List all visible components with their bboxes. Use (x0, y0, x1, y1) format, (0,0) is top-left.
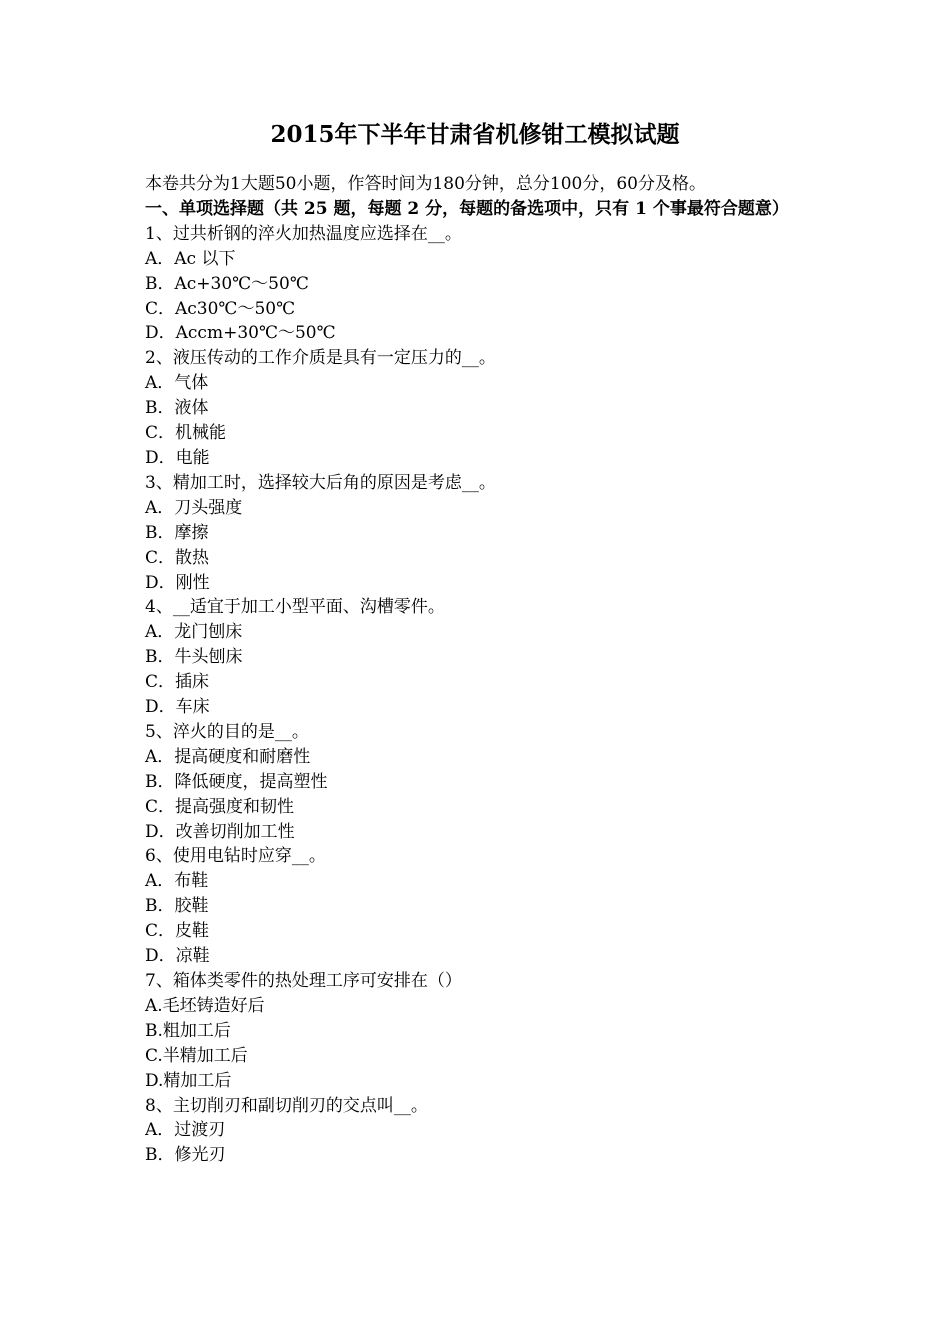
question-6 (145, 844, 810, 969)
document-body (145, 172, 810, 1168)
option-d: D．电能 (145, 447, 210, 468)
option-b: B．胶鞋 (145, 896, 209, 917)
option-b: B．牛头刨床 (145, 647, 243, 668)
option-c: C．插床 (145, 672, 210, 693)
option-c: C．机械能 (145, 423, 227, 444)
question-8 (145, 1094, 810, 1169)
option-c: C．Ac30℃～50℃ (145, 298, 296, 319)
option-a: A．刀头强度 (145, 497, 243, 518)
option-a: A．提高硬度和耐磨性 (145, 746, 311, 767)
option-b: B．摩擦 (145, 522, 209, 543)
question-3 (145, 471, 810, 596)
option-c: C．散热 (145, 547, 210, 568)
option-d: D．刚性 (145, 572, 210, 593)
question-stem: 7、箱体类零件的热处理工序可安排在（） (145, 971, 462, 991)
question-1 (145, 222, 810, 347)
option-c: C．提高强度和韧性 (145, 796, 295, 817)
option-b: B.粗加工后 (145, 1020, 231, 1041)
question-list (145, 222, 810, 1168)
option-a: A．气体 (145, 373, 209, 394)
question-stem: 8、主切削刃和副切削刃的交点叫__。 (145, 1095, 428, 1116)
option-b: B．液体 (145, 398, 209, 419)
option-d: D．Accm+30℃～50℃ (145, 323, 336, 344)
option-a: A．布鞋 (145, 871, 209, 892)
option-d: D．改善切削加工性 (145, 821, 295, 842)
option-d: D.精加工后 (145, 1070, 232, 1091)
option-d: D．车床 (145, 697, 210, 718)
option-b: B．修光刃 (145, 1145, 226, 1166)
option-c: C．皮鞋 (145, 921, 210, 942)
exam-intro: 本卷共分为1大题50小题，作答时间为180分钟，总分100分，60分及格。 (145, 174, 706, 194)
question-4 (145, 595, 810, 720)
option-d: D．凉鞋 (145, 946, 210, 967)
document-title: 2015年下半年甘肃省机修钳工模拟试题 (270, 121, 680, 148)
question-5 (145, 720, 810, 845)
question-stem: 2、液压传动的工作介质是具有一定压力的__。 (145, 348, 496, 369)
question-stem: 5、淬火的目的是__。 (145, 721, 309, 742)
option-b: B．Ac+30℃～50℃ (145, 273, 309, 294)
option-a: A.毛坯铸造好后 (145, 995, 265, 1016)
question-stem: 6、使用电钻时应穿__。 (145, 846, 326, 867)
question-stem: 1、过共析钢的淬火加热温度应选择在__。 (145, 223, 462, 244)
option-b: B．降低硬度，提高塑性 (145, 771, 328, 792)
option-a: A．过渡刃 (145, 1120, 226, 1141)
option-c: C.半精加工后 (145, 1045, 248, 1066)
question-7 (145, 969, 810, 1094)
option-a: A．Ac 以下 (145, 248, 236, 269)
question-stem: 4、__适宜于加工小型平面、沟槽零件。 (145, 597, 445, 618)
section-heading: 一、单项选择题（共 25 题，每题 2 分，每题的备选项中，只有 1 个事最符合题意） (145, 198, 789, 219)
question-stem: 3、精加工时，选择较大后角的原因是考虑__。 (145, 472, 496, 493)
question-2 (145, 346, 810, 471)
option-a: A．龙门刨床 (145, 622, 243, 643)
